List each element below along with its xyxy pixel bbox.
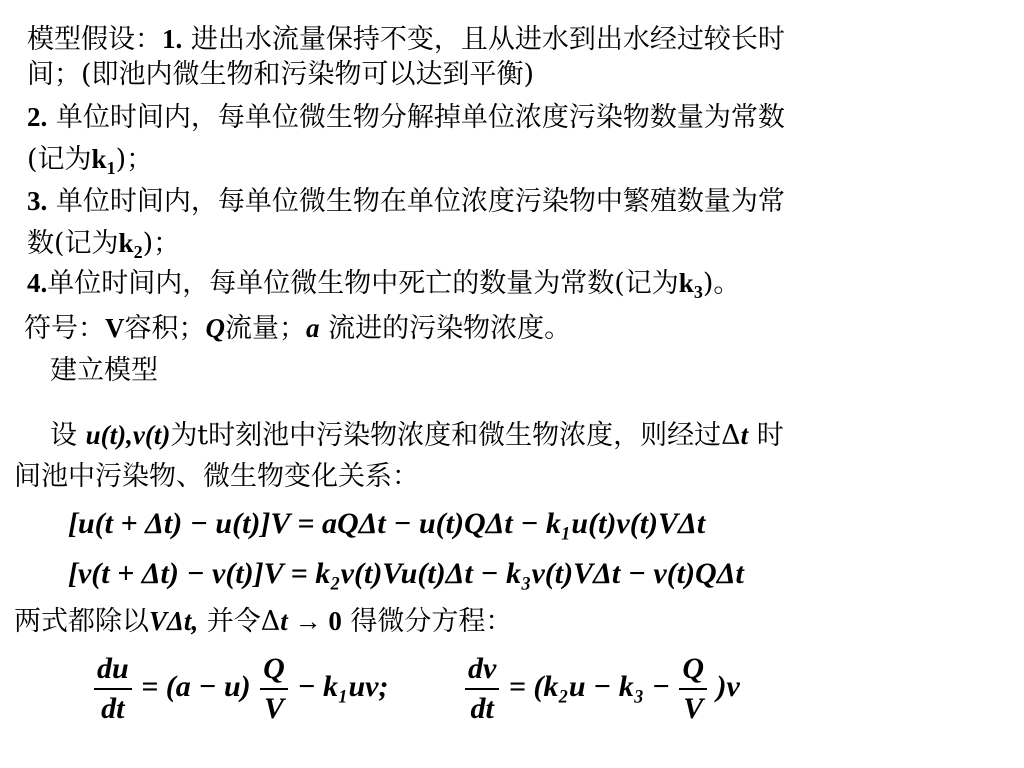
intro-t-symbol: t (740, 420, 749, 450)
symbols-prefix: 符号： (24, 313, 105, 344)
q-over-v-fraction-1 (260, 650, 288, 728)
ode-2-rhs-part1: = (k₂u − k₃ − (508, 669, 670, 703)
ode-1-rhs-part1: = (a − u) (141, 669, 251, 703)
k3-subscript: 3 (693, 282, 703, 302)
assumption-3-line2 (27, 226, 180, 261)
symbol-q: Q (205, 313, 225, 343)
divide-suffix: 得微分方程： (341, 606, 513, 637)
q-over-v-fraction-2 (679, 650, 707, 728)
divide-limit: → 0 (287, 606, 342, 636)
ode-1 (92, 650, 388, 728)
assumption-4-number: 4. (27, 268, 48, 298)
assumption-1-text-cont: 间； (27, 59, 81, 90)
ode-1-rhs-part2: − k₁uv; (297, 669, 389, 703)
intro-prefix: 设 (50, 420, 86, 451)
divide-prefix: 两式都除以 (14, 606, 149, 637)
dt-denominator: dt (101, 692, 125, 725)
assumption-2-line2 (27, 142, 153, 177)
ode-2-rhs-part2: )v (716, 669, 740, 703)
assumption-3-number: 3. (27, 186, 48, 216)
v-denominator-2: V (683, 692, 704, 725)
assumption-1-line1 (27, 22, 785, 57)
symbol-v-desc: 容积； (124, 313, 206, 344)
difference-equation-2: [v(t + Δt) − v(t)]V = k₂v(t)Vu(t)Δt − k₃v(t)VΔt − v(t)QΔt (68, 557, 744, 590)
divide-text: 并令Δ (198, 606, 281, 637)
assumption-3-note-open: 数(记为 (27, 228, 119, 259)
q-numerator-1: Q (260, 650, 288, 690)
divide-line (14, 604, 512, 639)
intro-line1 (50, 418, 784, 453)
assumption-4-end: )。 (702, 268, 741, 299)
assumption-1-line2 (27, 58, 534, 92)
assumption-2-note-open: (记为 (27, 144, 92, 175)
assumption-3-note-close: )； (142, 228, 181, 259)
dv-dt-fraction (465, 650, 499, 728)
symbol-a-desc: 流进的污染物浓度。 (319, 313, 572, 344)
dt-denominator-2: dt (470, 692, 494, 725)
assumption-4-text: 单位时间内，每单位微生物中死亡的数量为常数(记为 (47, 268, 679, 299)
ode-2 (463, 650, 740, 728)
divide-t-symbol: t (280, 606, 288, 636)
assumption-1-text: 进出水流量保持不变，且从进水到出水经过较长时 (182, 24, 785, 55)
du-dt-fraction (94, 650, 132, 728)
assumption-4-line (27, 266, 740, 301)
assumption-3-text: 单位时间内，每单位微生物在单位浓度污染物中繁殖数量为常 (47, 186, 785, 217)
symbol-q-desc: 流量； (225, 313, 306, 344)
assumption-2-note-close: )； (115, 144, 154, 175)
k2-subscript: 2 (133, 242, 143, 262)
intro-text-end: 时 (748, 420, 784, 451)
difference-equation-1: [u(t + Δt) − u(t)]V = aQΔt − u(t)QΔt − k₁u(t)v(t)VΔt (68, 507, 706, 540)
dv-numerator: dv (465, 650, 499, 690)
assumption-3-line1 (27, 184, 785, 219)
assumption-2-line1 (27, 100, 785, 135)
k1-symbol: k (91, 144, 107, 174)
model-heading: 建立模型 (50, 355, 158, 386)
intro-text: 为t时刻池中污染物浓度和微生物浓度，则经过Δ (170, 420, 741, 451)
symbol-v: V (105, 313, 125, 343)
assumptions-title: 模型假设： (27, 24, 162, 55)
symbols-line (24, 311, 571, 346)
symbol-a: a (306, 313, 320, 343)
du-numerator: du (94, 650, 132, 690)
k2-symbol: k (118, 228, 134, 258)
intro-variables: u(t),v(t) (85, 420, 171, 450)
divide-expression: VΔt, (149, 606, 199, 636)
k3-symbol: k (678, 268, 694, 298)
q-numerator-2: Q (679, 650, 707, 690)
intro-line2: 间池中污染物、微生物变化关系： (14, 461, 419, 492)
assumption-1-number: 1. (162, 24, 183, 54)
assumption-1-note: (即池内微生物和污染物可以达到平衡) (81, 59, 535, 90)
assumption-2-text: 单位时间内，每单位微生物分解掉单位浓度污染物数量为常数 (47, 102, 785, 133)
assumption-2-number: 2. (27, 102, 48, 132)
v-denominator-1: V (263, 692, 284, 725)
k1-subscript: 1 (106, 158, 116, 178)
